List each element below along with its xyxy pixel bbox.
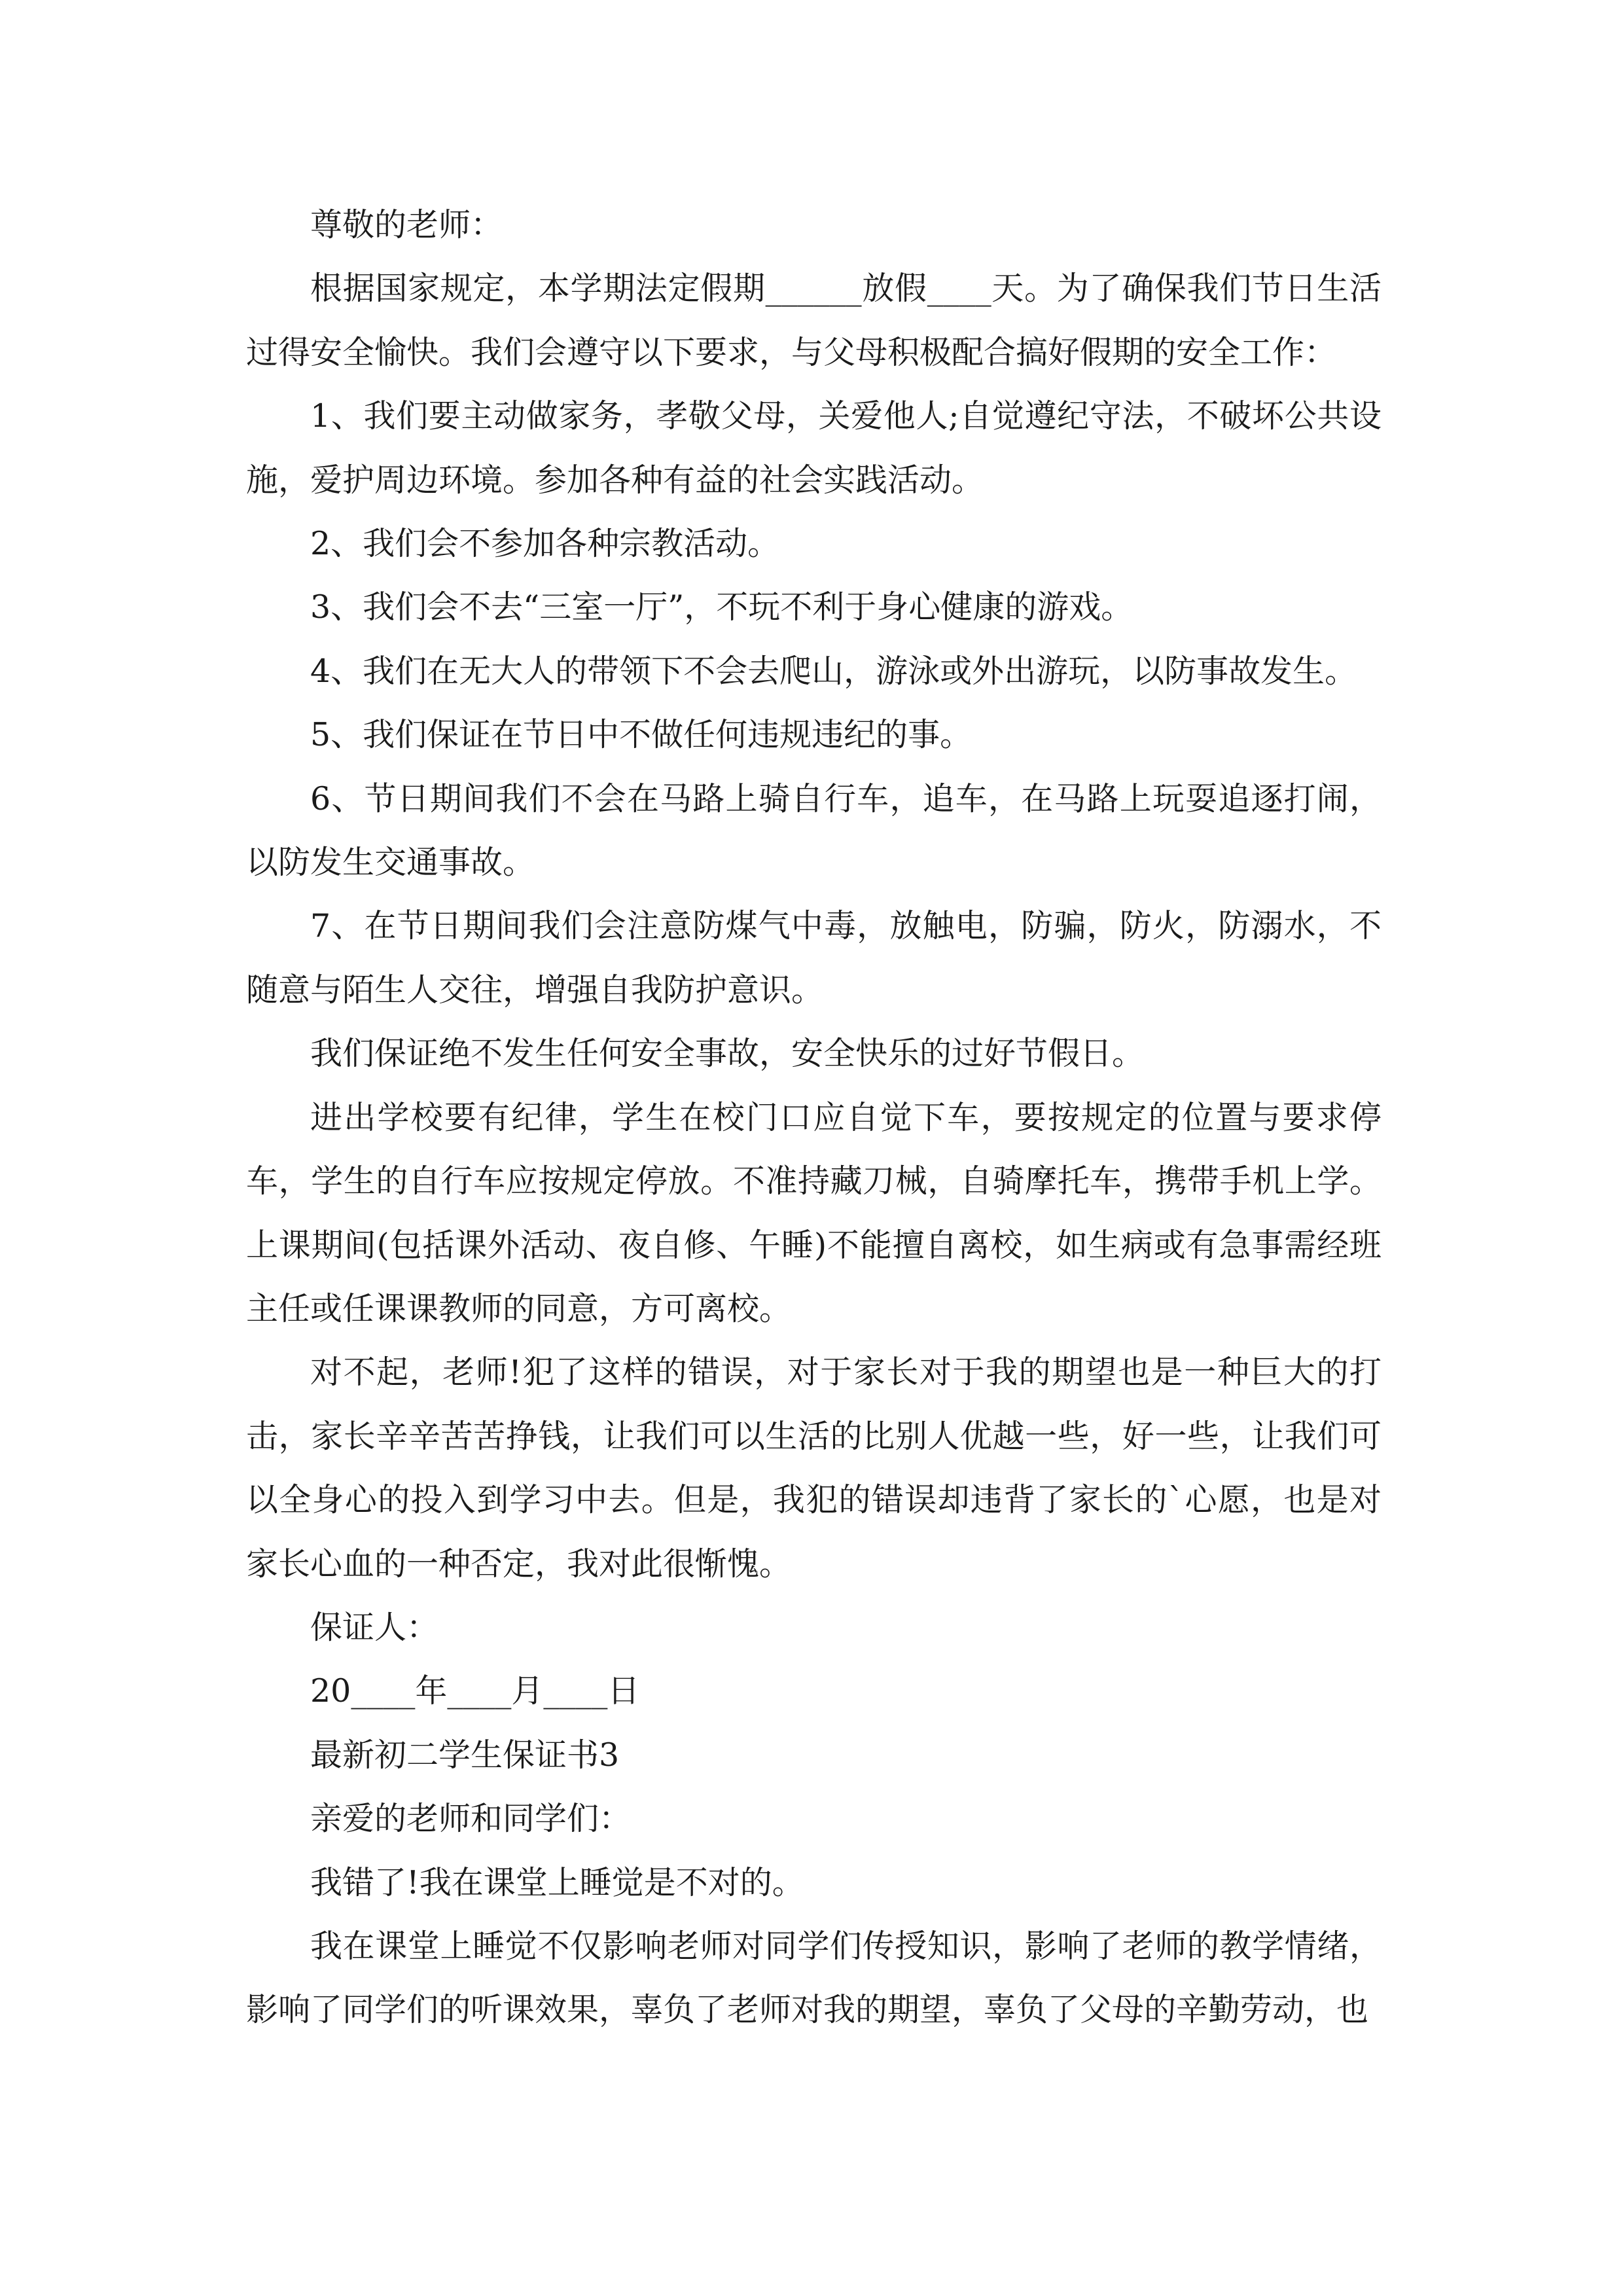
paragraph-item-6: 6、节日期间我们不会在马路上骑自行车，追车，在马路上玩耍追逐打闹，以防发生交通事故。	[246, 780, 1382, 882]
paragraph-intro: 根据国家规定，本学期法定假期______放假____天。为了确保我们节日生活过得安全愉快。我们会遵守以下要求，与父母积极配合搞好假期的安全工作：	[246, 270, 1382, 371]
paragraph-guarantee: 我们保证绝不发生任何安全事故，安全快乐的过好节假日。	[310, 1035, 1145, 1073]
paragraph-apology: 对不起，老师!犯了这样的错误，对于家长对于我的期望也是一种巨大的打击，家长辛辛苦苦挣钱，让我们可以生活的比别人优越一些，好一些，让我们可以全身心的投入到学习中去。但是，我犯的错误却违背了家长的`心愿，也是对家长心血的一种否定，我对此很惭愧。	[246, 1354, 1382, 1583]
signature-label: 保证人：	[310, 1608, 439, 1646]
section-title: 最新初二学生保证书3	[310, 1736, 620, 1774]
paragraph-confession: 我错了!我在课堂上睡觉是不对的。	[310, 1863, 804, 1901]
paragraph-item-5: 5、我们保证在节日中不做任何违规违纪的事。	[310, 716, 972, 754]
paragraph-item-4: 4、我们在无大人的带领下不会去爬山，游泳或外出游玩，以防事故发生。	[310, 652, 1357, 690]
date-line: 20____年____月____日	[310, 1672, 640, 1710]
salutation-2: 亲爱的老师和同学们：	[310, 1800, 632, 1838]
paragraph-item-3: 3、我们会不去“三室一厅”，不玩不利于身心健康的游戏。	[310, 588, 1133, 626]
salutation: 尊敬的老师：	[310, 206, 503, 243]
document-body	[246, 193, 1382, 2042]
paragraph-item-1: 1、我们要主动做家务，孝敬父母，关爱他人;自觉遵纪守法，不破坏公共设施，爱护周边环境。参加各种有益的社会实践活动。	[246, 397, 1382, 499]
paragraph-item-7: 7、在节日期间我们会注意防煤气中毒，放触电，防骗，防火，防溺水，不随意与陌生人交往，增强自我防护意识。	[246, 907, 1382, 1009]
paragraph-reflection: 我在课堂上睡觉不仅影响老师对同学们传授知识，影响了老师的教学情绪，影响了同学们的听课效果，辜负了老师对我的期望，辜负了父母的辛勤劳动，也	[246, 1927, 1382, 2029]
paragraph-school-rules: 进出学校要有纪律，学生在校门口应自觉下车，要按规定的位置与要求停车，学生的自行车应按规定停放。不准持藏刀械，自骑摩托车，携带手机上学。上课期间(包括课外活动、夜自修、午睡)不能擅自离校，如生病或有急事需经班主任或任课课教师的同意，方可离校。	[246, 1098, 1382, 1327]
paragraph-item-2: 2、我们会不参加各种宗教活动。	[310, 525, 780, 563]
